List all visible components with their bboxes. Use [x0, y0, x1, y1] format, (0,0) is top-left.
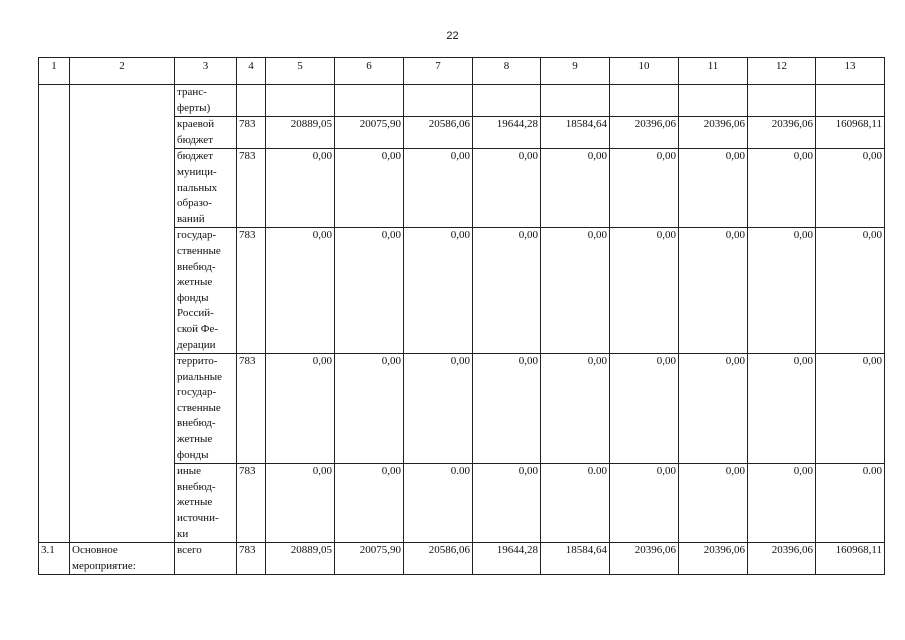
gr-code-cell: 783 — [237, 543, 266, 575]
amount-cell: 160968,11 — [816, 543, 885, 575]
amount-cell: 0,00 — [266, 228, 335, 354]
amount-cell: 20396,06 — [748, 543, 816, 575]
column-header: 5 — [266, 58, 335, 85]
funding-source-cell: государ- ственные внебюд- жетные фонды Россий- ской Фе- дерации — [175, 228, 237, 354]
gr-code-cell: 783 — [237, 228, 266, 354]
header-row — [39, 58, 885, 85]
gr-code-cell: 783 — [237, 354, 266, 464]
amount-cell: 0.00 — [404, 464, 473, 543]
amount-cell — [748, 85, 816, 117]
amount-cell — [266, 85, 335, 117]
amount-cell: 0,00 — [266, 464, 335, 543]
amount-cell: 0,00 — [266, 149, 335, 228]
row-number-cell — [39, 228, 70, 354]
funding-source-cell: краевой бюджет — [175, 117, 237, 149]
column-header: 13 — [816, 58, 885, 85]
activity-name-cell: Основное мероприятие: — [70, 543, 175, 575]
row-number-cell — [39, 354, 70, 464]
funding-source-cell: террито- риальные государ- ственные внебюд- жетные фонды — [175, 354, 237, 464]
amount-cell: 0.00 — [541, 464, 610, 543]
amount-cell: 0,00 — [335, 354, 404, 464]
row-number-cell — [39, 85, 70, 117]
gr-code-cell: 783 — [237, 117, 266, 149]
row-number-cell — [39, 464, 70, 543]
amount-cell: 20586,06 — [404, 117, 473, 149]
activity-name-cell — [70, 117, 175, 149]
amount-cell: 0,00 — [679, 149, 748, 228]
amount-cell: 0,00 — [541, 149, 610, 228]
amount-cell: 20396,06 — [748, 117, 816, 149]
table-row — [39, 228, 885, 354]
activity-name-cell — [70, 354, 175, 464]
page-number: 22 — [446, 30, 459, 42]
amount-cell: 20396,06 — [610, 543, 679, 575]
funding-source-cell: транс- ферты) — [175, 85, 237, 117]
funding-source-cell: всего — [175, 543, 237, 575]
amount-cell: 19644,28 — [473, 117, 541, 149]
table-row — [39, 354, 885, 464]
amount-cell: 0,00 — [404, 149, 473, 228]
column-header: 6 — [335, 58, 404, 85]
amount-cell: 0,00 — [266, 354, 335, 464]
amount-cell: 0,00 — [610, 354, 679, 464]
amount-cell: 18584,64 — [541, 543, 610, 575]
amount-cell: 0.00 — [816, 464, 885, 543]
amount-cell: 20889,05 — [266, 543, 335, 575]
amount-cell: 20075,90 — [335, 543, 404, 575]
column-header: 10 — [610, 58, 679, 85]
row-number-cell — [39, 117, 70, 149]
amount-cell: 0,00 — [816, 149, 885, 228]
amount-cell — [679, 85, 748, 117]
amount-cell: 0,00 — [473, 354, 541, 464]
row-number-cell: 3.1 — [39, 543, 70, 575]
amount-cell: 20889,05 — [266, 117, 335, 149]
amount-cell: 0,00 — [679, 464, 748, 543]
amount-cell: 0,00 — [473, 228, 541, 354]
amount-cell: 0,00 — [473, 149, 541, 228]
amount-cell: 0,00 — [541, 354, 610, 464]
column-header: 4 — [237, 58, 266, 85]
amount-cell: 0,00 — [404, 354, 473, 464]
amount-cell: 18584,64 — [541, 117, 610, 149]
amount-cell — [335, 85, 404, 117]
amount-cell: 0,00 — [748, 228, 816, 354]
gr-code-cell: 783 — [237, 149, 266, 228]
amount-cell: 20075,90 — [335, 117, 404, 149]
amount-cell: 0,00 — [816, 354, 885, 464]
column-header: 1 — [39, 58, 70, 85]
gr-code-cell: 783 — [237, 464, 266, 543]
activity-name-cell — [70, 85, 175, 117]
column-header: 12 — [748, 58, 816, 85]
amount-cell: 0,00 — [541, 228, 610, 354]
amount-cell: 0,00 — [679, 228, 748, 354]
amount-cell — [816, 85, 885, 117]
amount-cell: 0,00 — [335, 228, 404, 354]
amount-cell: 20396,06 — [679, 117, 748, 149]
amount-cell — [473, 85, 541, 117]
table-row — [39, 464, 885, 543]
funding-source-cell: бюджет муници- пальных образо- ваний — [175, 149, 237, 228]
column-header: 7 — [404, 58, 473, 85]
amount-cell: 0,00 — [473, 464, 541, 543]
amount-cell: 0,00 — [679, 354, 748, 464]
amount-cell: 0,00 — [404, 228, 473, 354]
amount-cell: 20586,06 — [404, 543, 473, 575]
amount-cell: 20396,06 — [610, 117, 679, 149]
table-row — [39, 149, 885, 228]
activity-name-cell — [70, 464, 175, 543]
column-header: 9 — [541, 58, 610, 85]
budget-table — [38, 57, 885, 575]
table-row — [39, 543, 885, 575]
amount-cell — [541, 85, 610, 117]
amount-cell: 0,00 — [610, 464, 679, 543]
amount-cell: 0,00 — [816, 228, 885, 354]
column-header: 8 — [473, 58, 541, 85]
amount-cell: 0,00 — [610, 149, 679, 228]
activity-name-cell — [70, 228, 175, 354]
column-header: 3 — [175, 58, 237, 85]
amount-cell: 0,00 — [610, 228, 679, 354]
amount-cell: 0,00 — [748, 354, 816, 464]
row-number-cell — [39, 149, 70, 228]
activity-name-cell — [70, 149, 175, 228]
gr-code-cell — [237, 85, 266, 117]
amount-cell: 0,00 — [748, 464, 816, 543]
amount-cell — [610, 85, 679, 117]
amount-cell: 19644,28 — [473, 543, 541, 575]
column-header: 2 — [70, 58, 175, 85]
amount-cell: 160968,11 — [816, 117, 885, 149]
column-header: 11 — [679, 58, 748, 85]
table-row — [39, 117, 885, 149]
amount-cell — [404, 85, 473, 117]
amount-cell: 0,00 — [748, 149, 816, 228]
funding-source-cell: иные внебюд- жетные источни- ки — [175, 464, 237, 543]
table-row — [39, 85, 885, 117]
amount-cell: 0,00 — [335, 464, 404, 543]
amount-cell: 20396,06 — [679, 543, 748, 575]
amount-cell: 0,00 — [335, 149, 404, 228]
